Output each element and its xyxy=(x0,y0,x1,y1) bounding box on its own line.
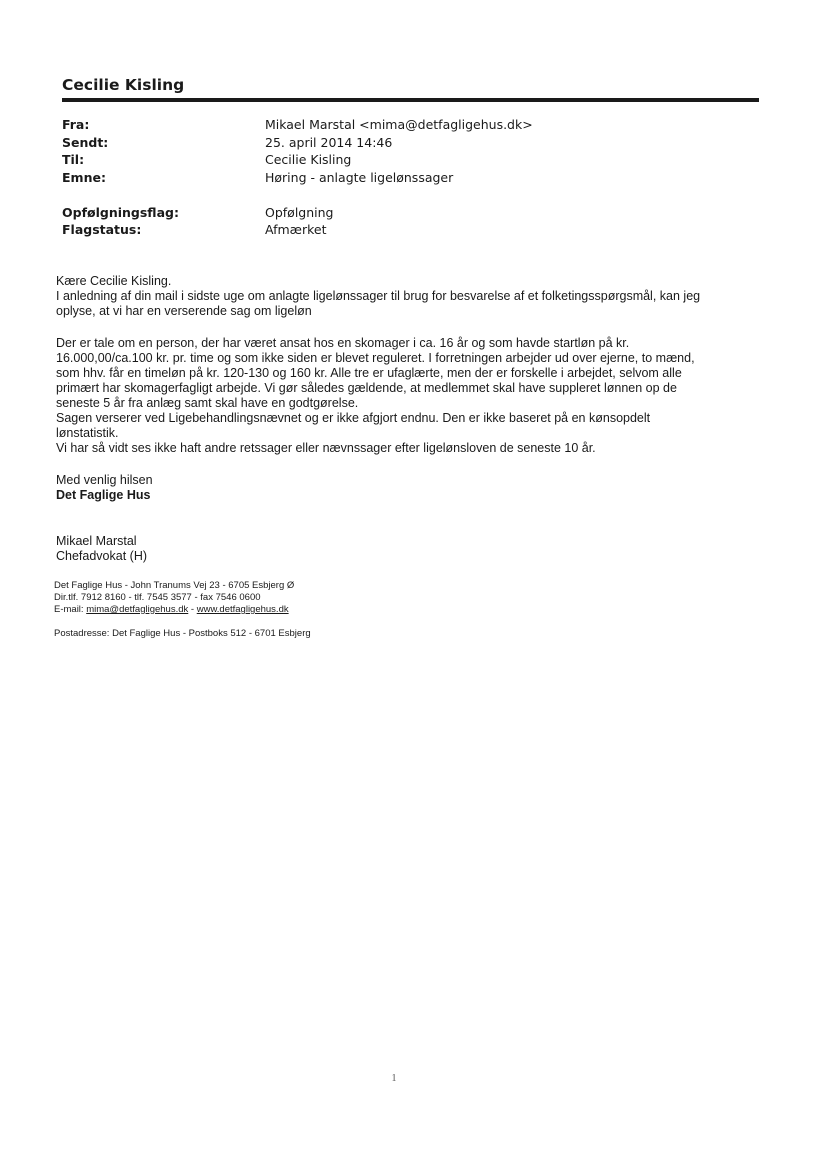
closing-org: Det Faglige Hus xyxy=(56,488,151,502)
greeting: Kære Cecilie Kisling. xyxy=(56,274,172,288)
follow-up-flag-label: Opfølgningsflag: xyxy=(62,205,179,220)
case-line: Der er tale om en person, der har været ansat hos en skomager i ca. 16 år og som havde startløn på kr. xyxy=(56,336,630,350)
case-line: primært har skomagerfagligt arbejde. Vi gør således gældende, at medlemmet skal have suppleret lønnen op de xyxy=(56,381,677,395)
sent-value: 25. april 2014 14:46 xyxy=(265,135,393,150)
case-line: Sagen verserer ved Ligebehandlingsnævnet og er ikke afgjort endnu. Den er ikke baseret på en kønsopdelt xyxy=(56,411,651,425)
signature-phones: Dir.tlf. 7912 8160 - tlf. 7545 3577 - fax 7546 0600 xyxy=(54,592,261,603)
from-value: Mikael Marstal <mima@detfagligehus.dk> xyxy=(265,117,533,132)
signature-address: Det Faglige Hus - John Tranums Vej 23 - 6705 Esbjerg Ø xyxy=(54,580,295,591)
intro-line: I anledning af din mail i sidste uge om anlagte ligelønssager til brug for besvarelse af et folketingsspørgsmål, kan jeg xyxy=(56,289,701,303)
signature-title: Chefadvokat (H) xyxy=(56,549,148,563)
email-link[interactable]: mima@detfagligehus.dk xyxy=(86,604,189,615)
intro-line: oplyse, at vi har en verserende sag om ligeløn xyxy=(56,304,312,318)
to-value: Cecilie Kisling xyxy=(265,152,352,167)
case-line: Vi har så vidt ses ikke haft andre retssager eller nævnssager efter ligelønsloven de seneste 10 år. xyxy=(56,441,596,455)
flag-status-label: Flagstatus: xyxy=(62,222,142,237)
case-line: som hhv. får en timeløn på kr. 120-130 og 160 kr. Alle tre er ufaglærte, men der er forskelle i arbejdet, selvom alle xyxy=(56,366,682,380)
flag-status-value: Afmærket xyxy=(265,222,327,237)
follow-up-flag-value: Opfølgning xyxy=(265,205,334,220)
sent-label: Sendt: xyxy=(62,135,109,150)
to-label: Til: xyxy=(62,152,85,167)
postal-address: Postadresse: Det Faglige Hus - Postboks 512 - 6701 Esbjerg xyxy=(54,628,311,639)
signature-name: Mikael Marstal xyxy=(56,534,137,548)
page-number: 1 xyxy=(391,1073,397,1084)
case-line: lønstatistik. xyxy=(56,426,119,440)
header-rule xyxy=(62,98,759,102)
website-link[interactable]: www.detfagligehus.dk xyxy=(196,604,289,615)
contact-separator: - xyxy=(188,604,197,615)
subject-label: Emne: xyxy=(62,170,106,185)
closing: Med venlig hilsen xyxy=(56,473,153,487)
from-label: Fra: xyxy=(62,117,90,132)
subject-value: Høring - anlagte ligelønssager xyxy=(265,170,454,185)
email-prefix: E-mail: xyxy=(54,604,87,615)
signature-contact xyxy=(54,604,289,615)
case-paragraph xyxy=(56,336,766,456)
intro-paragraph xyxy=(56,289,766,319)
recipient-header: Cecilie Kisling xyxy=(62,76,185,94)
case-line: 16.000,00/ca.100 kr. pr. time og som ikke siden er blevet reguleret. I forretningen arbejder ud over ejerne, to mænd, xyxy=(56,351,695,365)
case-line: seneste 5 år fra anlæg samt skal have en godtgørelse. xyxy=(56,396,359,410)
